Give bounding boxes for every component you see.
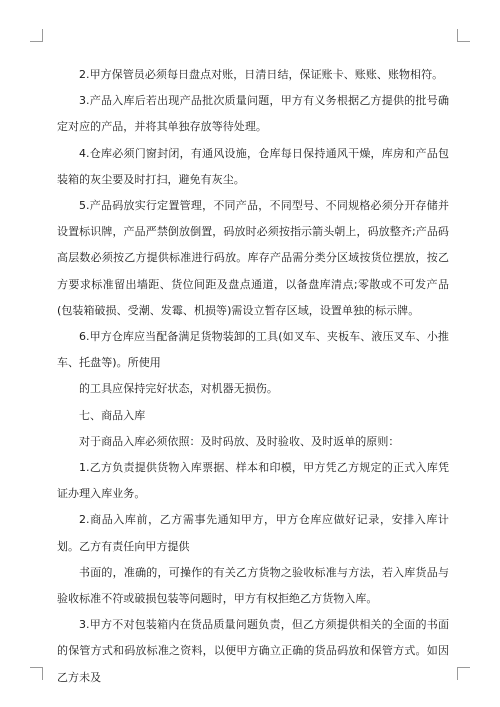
- paragraph-12: 3.甲方不对包装箱内在货品质量问题负责，但乙方须提供相关的全面的书面的保管方式和码放标准之资料，以便甲方确立正确的货品码放和保管方式。如因乙方未及: [57, 618, 449, 684]
- paragraph-9: 1.乙方负责提供货物入库票据、样本和印模，甲方凭乙方规定的正式入库凭证办理入库业务。: [57, 461, 449, 501]
- document-body: [57, 62, 449, 691]
- paragraph-5: 6.甲方仓库应当配备满足货物装卸的工具(如叉车、夹板车、液压叉车、小推车、托盘等)。所使用: [57, 330, 449, 370]
- paragraph-4: 5.产品码放实行定置管理，不同产品，不同型号、不同规格必须分开存储并设置标识牌，产品严禁倒放倒置，码放时必须按指示箭头朝上，码放整齐;产品码高层数必须按乙方提供标准进行码放。库存产品需分类分区域按货位摆放，按乙方要求标准留出墙距、货位间距及盘点通道，以备盘库清点;零散或不可发产品(包装箱破损、受潮、发霉、机损等)需设立暂存区域，设置单独的标示牌。: [57, 199, 449, 317]
- section-heading-7: 七、商品入库: [79, 408, 146, 422]
- paragraph-10: 2.商品入库前，乙方需事先通知甲方，甲方仓库应做好记录，安排入库计划。乙方有责任向甲方提供: [57, 513, 449, 553]
- crop-mark-top-left: [30, 29, 43, 42]
- crop-mark-bottom-right: [457, 667, 470, 680]
- paragraph-2: 3.产品入库后若出现产品批次质量问题，甲方有义务根据乙方提供的批号确定对应的产品，并将其单独存放等待处理。: [57, 94, 449, 134]
- crop-mark-bottom-left: [30, 667, 43, 680]
- crop-mark-top-right: [457, 29, 470, 42]
- paragraph-6: 的工具应保持完好状态，对机器无损伤。: [79, 382, 278, 396]
- paragraph-3: 4.仓库必须门窗封闭，有通风设施，仓库每日保持通风干燥，库房和产品包装箱的灰尘要及时打扫，避免有灰尘。: [57, 146, 449, 186]
- paragraph-8: 对于商品入库必须依照：及时码放、及时验收、及时返单的原则：: [79, 434, 400, 448]
- paragraph-11: 书面的，准确的，可操作的有关乙方货物之验收标准与方法，若入库货品与验收标准不符或破损包装等问题时，甲方有权拒绝乙方货物入库。: [57, 565, 449, 606]
- paragraph-1: 2.甲方保管员必须每日盘点对账，日清日结，保证账卡、账账、账物相符。: [79, 68, 444, 81]
